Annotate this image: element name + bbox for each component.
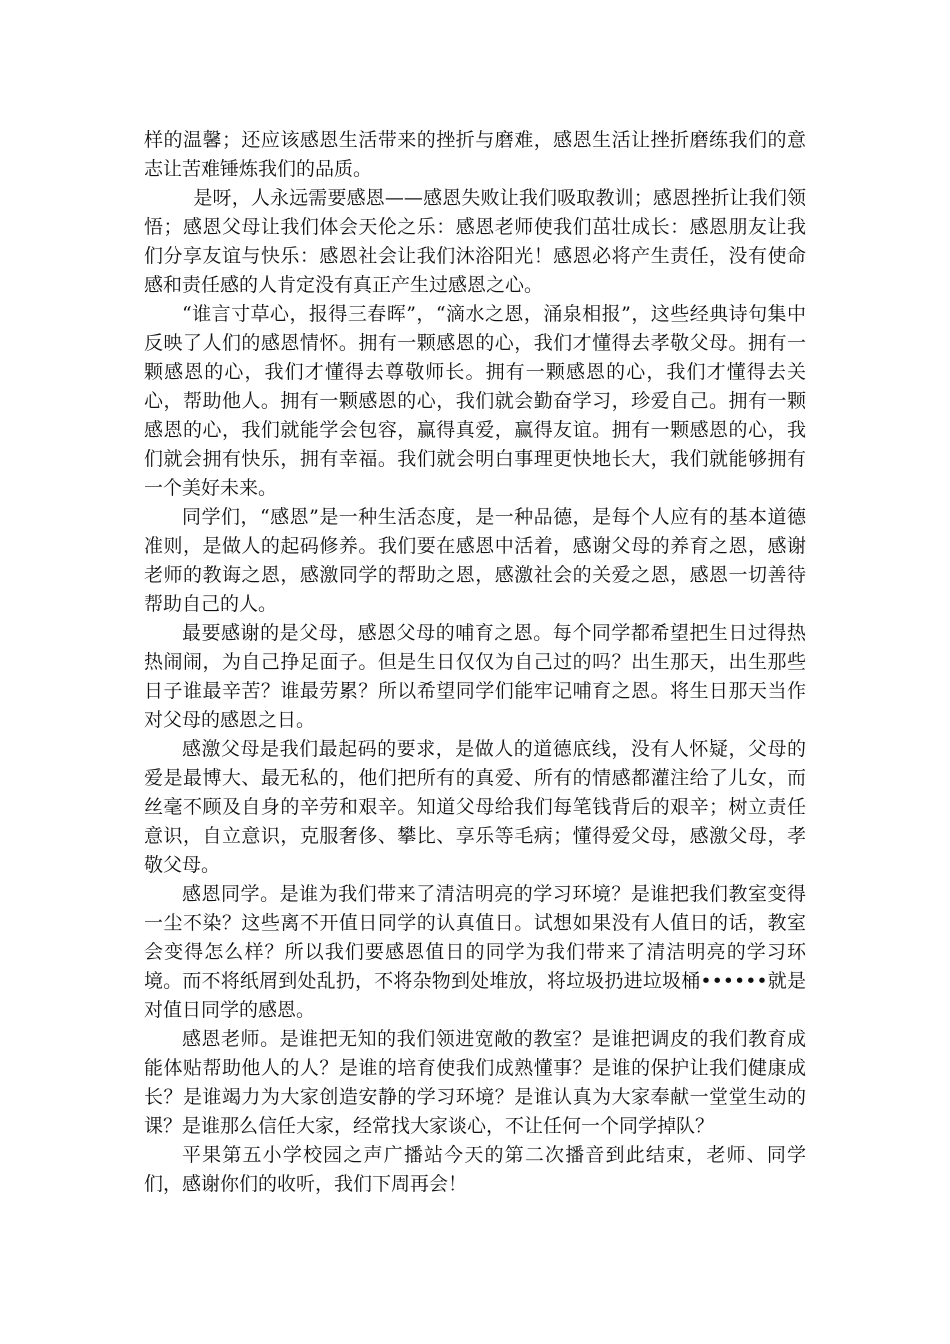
paragraph-closing: 平果第五小学校园之声广播站今天的第二次播音到此结束，老师、同学们，感谢你们的收听，我们下周再会！ [144,1144,806,1195]
paragraph-thank-teachers: 感恩老师。是谁把无知的我们领进宽敞的教室？是谁把调皮的我们教育成能体贴帮助他人的人？是谁的培育使我们成熟懂事？是谁的保护让我们健康成长？是谁竭力为大家创造安静的学习环境？是谁认真为大家奉献一堂堂生动的课？是谁那么信任大家，经常找大家谈心，不让任何一个同学掉队？ [144,1028,806,1137]
paragraph-attitude: 同学们，“感恩”是一种生活态度，是一种品德，是每个人应有的基本道德准则，是做人的起码修养。我们要在感恩中活着，感谢父母的养育之恩，感谢老师的教诲之恩，感激同学的帮助之恩，感激社会的关爱之恩，感恩一切善待帮助自己的人。 [144,506,806,615]
paragraph-continuation: 样的温馨；还应该感恩生活带来的挫折与磨难，感恩生活让挫折磨练我们的意志让苦难锤炼我们的品质。 [144,129,806,180]
paragraph-thank-classmates: 感恩同学。是谁为我们带来了清洁明亮的学习环境？是谁把我们教室变得一尘不染？这些离不开值日同学的认真值日。试想如果没有人值日的话，教室会变得怎么样？所以我们要感恩值日的同学为我们带来了清洁明亮的学习环境。而不将纸屑到处乱扔，不将杂物到处堆放，将垃圾扔进垃圾桶••••••就是对值日同学的感恩。 [144,883,806,1021]
document-body [144,126,806,1199]
paragraph-classic-verses: “谁言寸草心，报得三春晖”，“滴水之恩，涌泉相报”，这些经典诗句集中反映了人们的感恩情怀。拥有一颗感恩的心，我们才懂得去孝敬父母。拥有一颗感恩的心，我们才懂得去尊敬师长。拥有一颗感恩的心，我们才懂得去关心，帮助他人。拥有一颗感恩的心，我们就会勤奋学习，珍爱自己。拥有一颗感恩的心，我们就能学会包容，赢得真爱，赢得友谊。拥有一颗感恩的心，我们就会拥有快乐，拥有幸福。我们就会明白事理更快地长大，我们就能够拥有一个美好未来。 [144,303,806,499]
paragraph-gratitude-summary: 是呀，人永远需要感恩——感恩失败让我们吸取教训；感恩挫折让我们领悟；感恩父母让我们体会天伦之乐：感恩老师使我们茁壮成长：感恩朋友让我们分享友谊与快乐：感恩社会让我们沐浴阳光！感恩必将产生责任，没有使命感和责任感的人肯定没有真正产生过感恩之心。 [144,187,806,296]
paragraph-thank-parents: 最要感谢的是父母，感恩父母的哺育之恩。每个同学都希望把生日过得热热闹闹，为自己挣足面子。但是生日仅仅为自己过的吗？出生那天，出生那些日子谁最辛苦？谁最劳累？所以希望同学们能牢记哺育之恩。将生日那天当作对父母的感恩之日。 [144,622,806,731]
paragraph-grateful-parents: 感激父母是我们最起码的要求，是做人的道德底线，没有人怀疑，父母的爱是最博大、最无私的，他们把所有的真爱、所有的情感都灌注给了儿女，而丝毫不顾及自身的辛劳和艰辛。知道父母给我们每笔钱背后的艰辛；树立责任意识，自立意识，克服奢侈、攀比、享乐等毛病；懂得爱父母，感激父母，孝敬父母。 [144,738,806,876]
